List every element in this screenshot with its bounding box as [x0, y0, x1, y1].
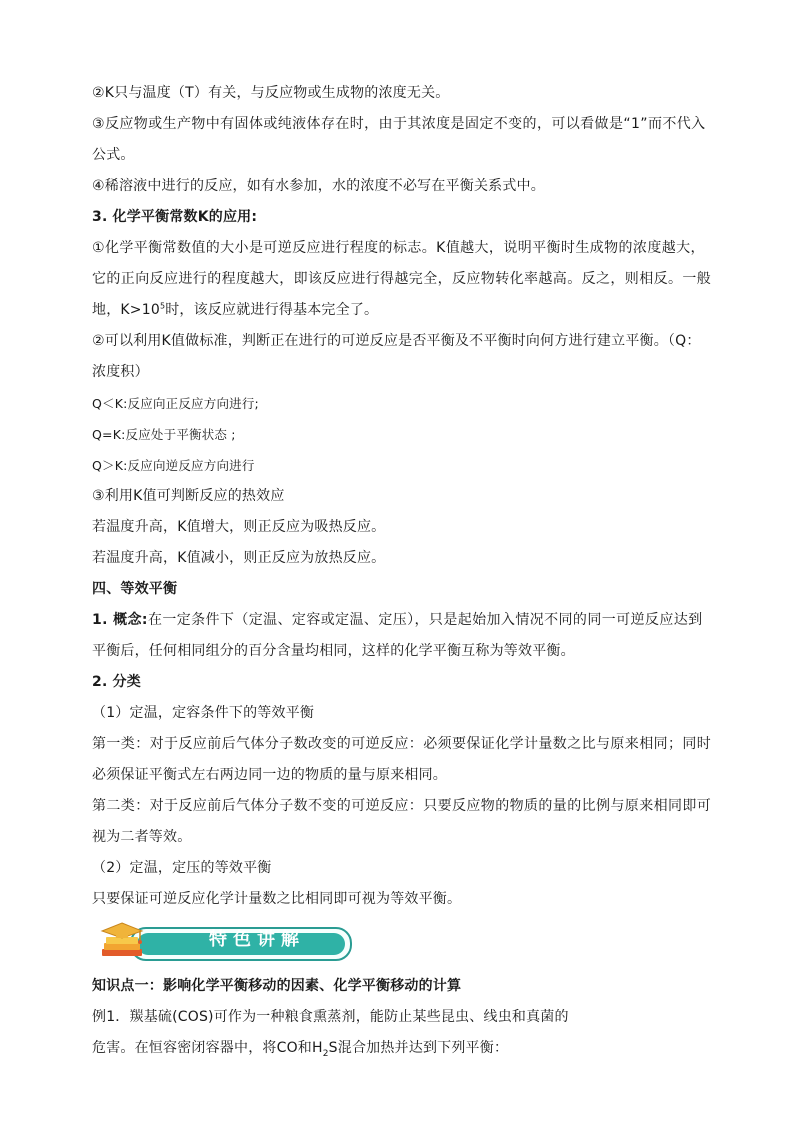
knowledge-point-heading: 知识点一：影响化学平衡移动的因素、化学平衡移动的计算 [92, 978, 462, 994]
paragraph-line: ③利用K值可判断反应的热效应 [92, 488, 285, 504]
document-page [92, 78, 712, 1064]
paragraph-line: 第二类：对于反应前后气体分子数不变的可逆反应：只要反应物的物质的量的比例与原来相同即可 [92, 798, 712, 814]
paragraph-line: 第一类：对于反应前后气体分子数改变的可逆反应：必须要保证化学计量数之比与原来相同；同时 [92, 736, 712, 752]
superscript: 5 [159, 301, 166, 311]
banner-title: 特色讲解 [209, 929, 305, 950]
paragraph-line: ①化学平衡常数值的大小是可逆反应进行程度的标志。K值越大，说明平衡时生成物的浓度越大， [92, 240, 705, 256]
paragraph-line: 若温度升高，K值增大，则正反应为吸热反应。 [92, 519, 386, 535]
paragraph-line: 若温度升高，K值减小，则正反应为放热反应。 [92, 550, 386, 566]
paragraph-line: 必须保证平衡式左右两边同一边的物质的量与原来相同。 [92, 767, 447, 783]
paragraph-line: 只要保证可逆反应化学计量数之比相同即可视为等效平衡。 [92, 891, 462, 907]
text-run: S混合加热并达到下列平衡： [328, 1040, 509, 1056]
banner-pill [130, 927, 352, 961]
paragraph-line: （1）定温，定容条件下的等效平衡 [92, 705, 315, 721]
paragraph-line: 例1．羰基硫(COS)可作为一种粮食熏蒸剂，能防止某些昆虫、线虫和真菌的 [92, 1009, 569, 1025]
paragraph-line: 公式。 [92, 147, 135, 163]
paragraph-line: 视为二者等效。 [92, 829, 192, 845]
text-run: 地，K>10 [92, 302, 160, 318]
paragraph-line: 它的正向反应进行的程度越大，即该反应进行得越完全，反应物转化率越高。反之，则相反。一般 [92, 271, 712, 287]
subscript: 2 [322, 1048, 329, 1059]
section-heading: 四、等效平衡 [92, 581, 178, 597]
feature-banner [92, 921, 712, 965]
paragraph-line [92, 1033, 712, 1064]
text-run: 在一定条件下（定温、定容或定温、定压），只是起始加入情况不同的同一可逆反应达到 [147, 612, 703, 628]
paragraph-line: ④稀溶液中进行的反应，如有水参加，水的浓度不必写在平衡关系式中。 [92, 178, 545, 194]
paragraph-line: （2）定温，定压的等效平衡 [92, 860, 272, 876]
section-heading: 2. 分类 [92, 674, 141, 690]
paragraph-line [92, 605, 712, 636]
paragraph-line: ②可以利用K值做标准，判断正在进行的可逆反应是否平衡及不平衡时向何方进行建立平衡。（Q： [92, 333, 701, 349]
term-label: 1. 概念: [92, 612, 148, 628]
section-heading: 3. 化学平衡常数K的应用: [92, 209, 258, 225]
paragraph-line: Q＜K:反应向正反应方向进行; [92, 396, 259, 411]
paragraph-line: 平衡后，任何相同组分的百分含量均相同，这样的化学平衡互称为等效平衡。 [92, 643, 575, 659]
paragraph-line: ②K只与温度（T）有关，与反应物或生成物的浓度无关。 [92, 85, 450, 101]
book-graduation-cap-icon [96, 921, 150, 965]
paragraph-line: 浓度积） [92, 364, 149, 380]
paragraph-line: Q=K:反应处于平衡状态 ; [92, 427, 236, 442]
text-run: 时，该反应就进行得基本完全了。 [165, 302, 379, 318]
paragraph-line [92, 295, 712, 326]
paragraph-line: Q＞K:反应向逆反应方向进行 [92, 458, 255, 473]
paragraph-line: ③反应物或生产物中有固体或纯液体存在时，由于其浓度是固定不变的，可以看做是“1”而不代入 [92, 116, 706, 132]
text-run: 危害。在恒容密闭容器中，将CO和H [92, 1040, 323, 1056]
